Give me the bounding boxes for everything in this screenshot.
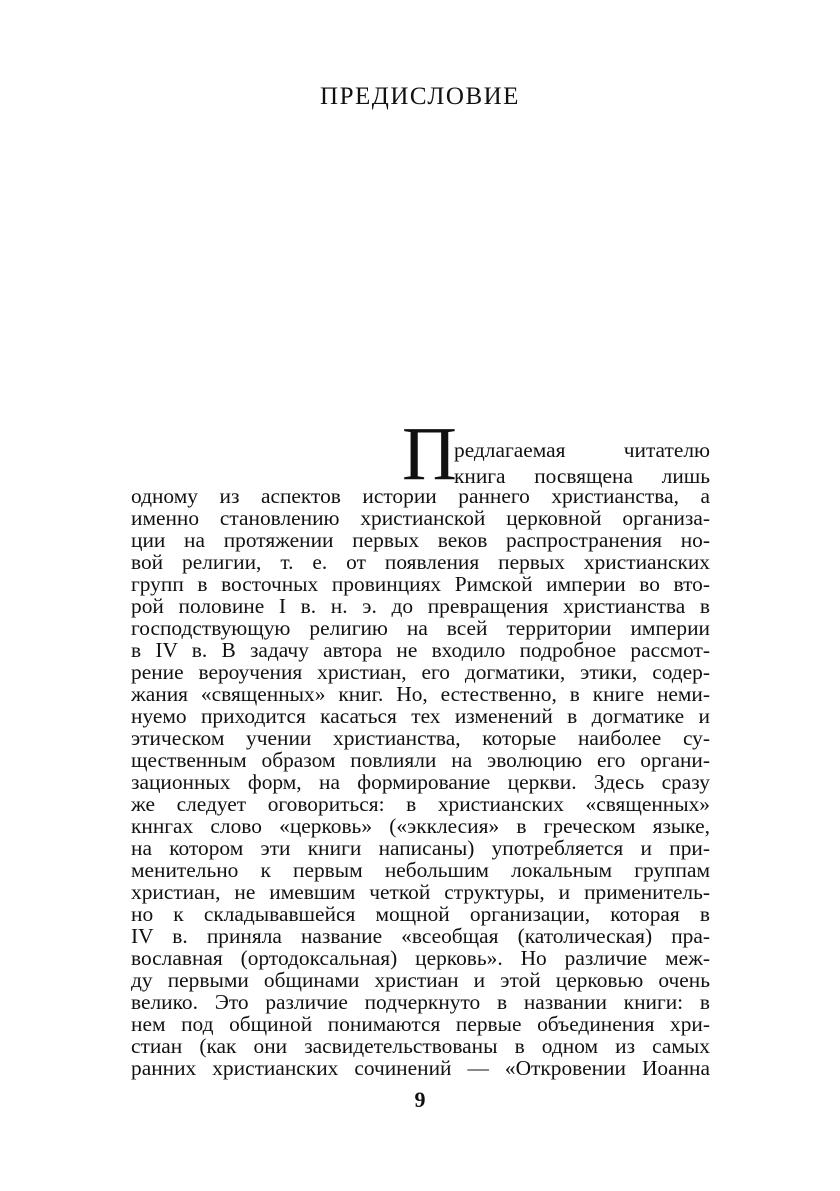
text-line: нем под общиной понимаются первые объединения хри- [131,1012,710,1036]
text-line: господствующую религию на всей территории империи [131,616,710,640]
text-line: редлагаемая читателю [454,438,710,462]
text-line: IV в. приняла название «всеобщая (католическая) пра- [131,924,710,948]
text-line: ции на протяжении первых веков распространения но- [131,528,710,552]
text-line: ранних христианских сочинений — «Откровении Иоанна [131,1056,710,1080]
text-line: ду первыми общинами христиан и этой церковью очень [131,968,710,992]
text-line: в IV в. В задачу автора не входило подробное рассмот- [131,638,710,662]
drop-cap-letter: П [402,412,457,496]
text-line: рой половине I в. н. э. до превращения христианства в [131,594,710,618]
text-line: щественным образом повлияли на эволюцию его органи- [131,748,710,772]
text-line: на котором эти книги написаны) употребляется и при- [131,836,710,860]
text-line: кннгах слово «церковь» («экклесия» в греческом языке, [131,814,710,838]
text-line: зационных форм, на формирование церкви. Здесь сразу [131,770,710,794]
text-line: нуемо приходится касаться тех изменений в догматике и [131,704,710,728]
page-title: ПРЕДИСЛОВИЕ [320,83,520,110]
text-line: христиан, не имевшим четкой структуры, и применитель- [131,880,710,904]
text-line: групп в восточных провинциях Римской империи во вто- [131,572,710,596]
text-line: стиан (как они засвидетельствованы в одном из самых [131,1034,710,1058]
text-line: менительно к первым небольшим локальным группам [131,858,710,882]
text-line: велико. Это различие подчеркнуто в названии книги: в [131,990,710,1014]
text-line: рение вероучения христиан, его догматики, этики, содер- [131,660,710,684]
text-line: жания «священных» книг. Но, естественно, в книге неми- [131,682,710,706]
text-line: одному из аспектов истории раннего христианства, а [131,484,710,508]
text-line: вой религии, т. е. от появления первых христианских [131,550,710,574]
text-line: книга посвящена лишь [454,464,710,488]
text-line: же следует оговориться: в христианских «священных» [131,792,710,816]
text-line: этическом учении христианства, которые наиболее су- [131,726,710,750]
page-number: 9 [414,1087,426,1112]
text-line: именно становлению христианской церковной организа- [131,506,710,530]
text-line: но к складывавшейся мощной организации, которая в [131,902,710,926]
text-line: вославная (ортодоксальная) церковь». Но различие меж- [131,946,710,970]
